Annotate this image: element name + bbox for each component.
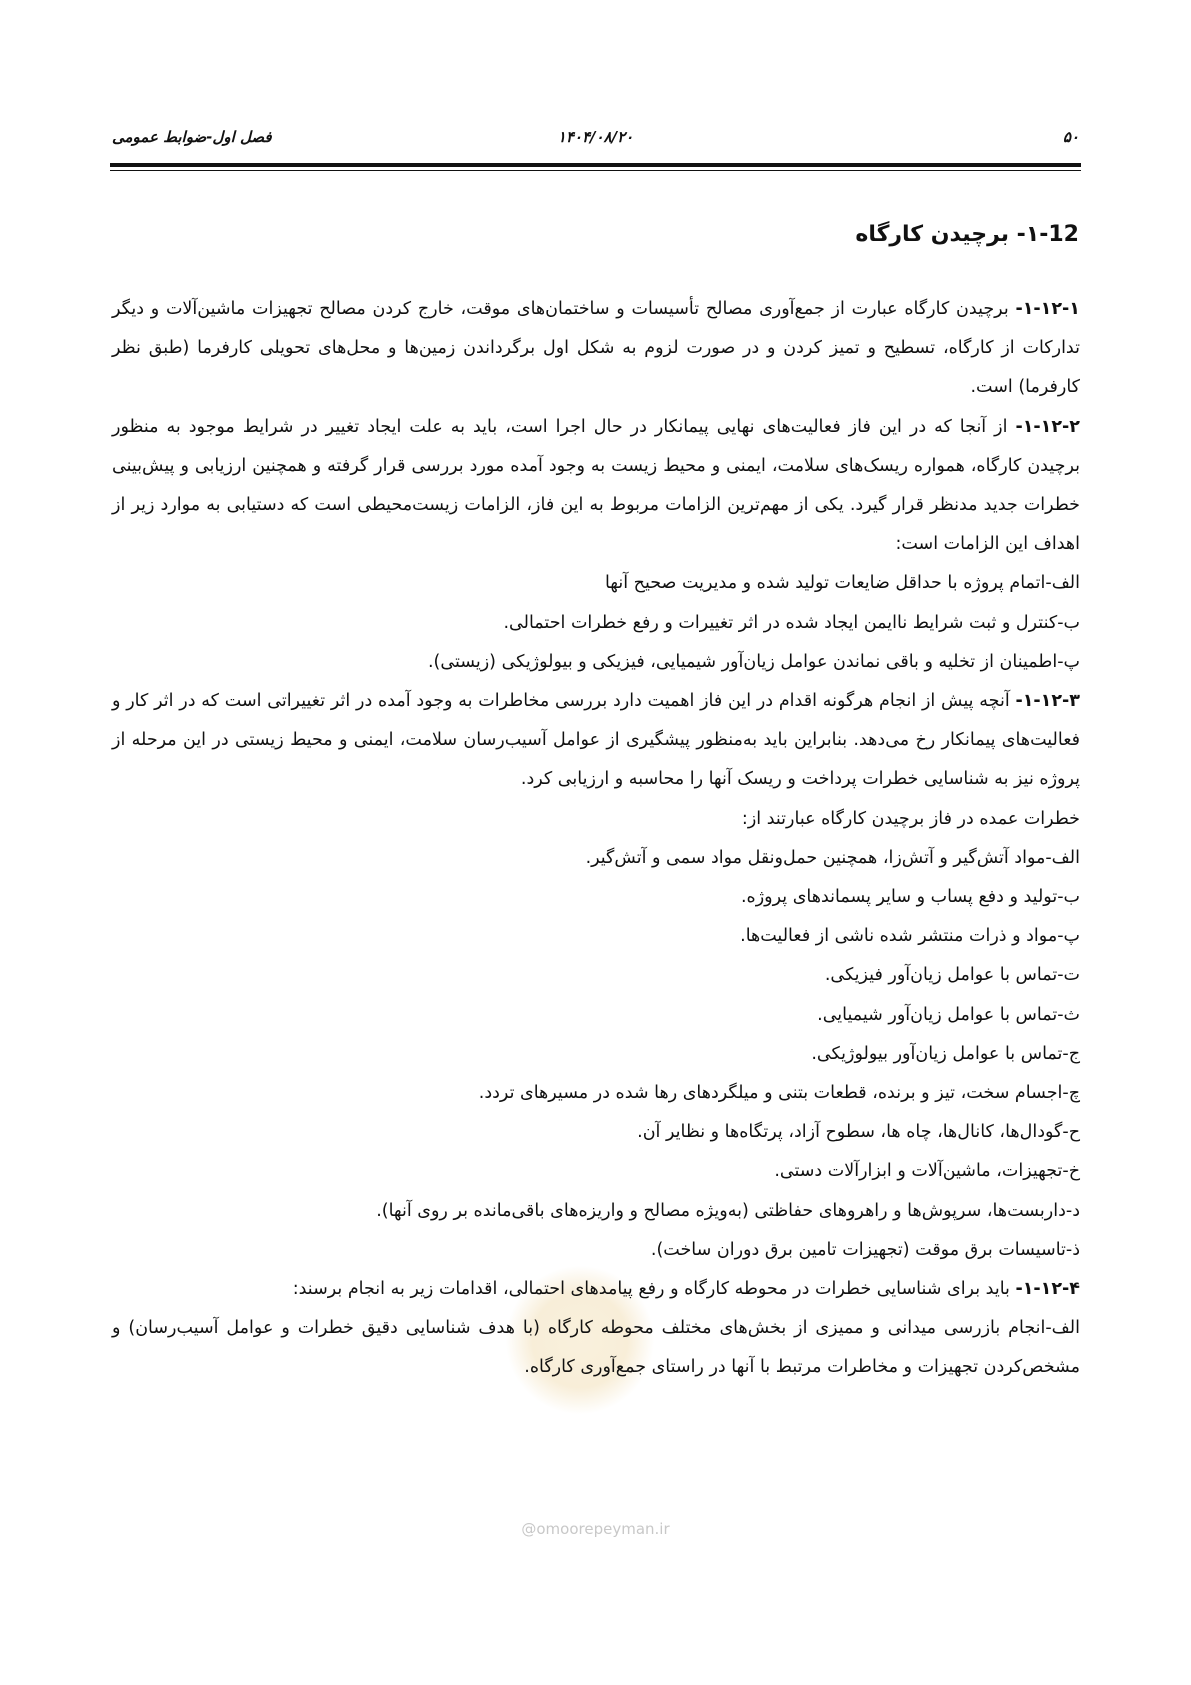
paragraph-3 bbox=[112, 682, 1080, 800]
header-rule-thick bbox=[110, 163, 1081, 167]
list-item: ب-کنترل و ثبت شرایط ناایمن ایجاد شده در اثر تغییرات و رفع خطرات احتمالی. bbox=[503, 612, 1080, 633]
list-item: ت-تماس با عوامل زیان‌آور فیزیکی. bbox=[824, 965, 1080, 986]
header-page-number: ۵۰ bbox=[1062, 128, 1079, 146]
list-item: الف-مواد آتش‌گیر و آتش‌زا، همچنین حمل‌ونقل مواد سمی و آتش‌گیر. bbox=[585, 847, 1080, 868]
paragraph-text: باید برای شناسایی خطرات در محوطه کارگاه و رفع پیامدهای احتمالی، اقدامات زیر به انجام برسند: bbox=[292, 1279, 1016, 1300]
list-item: ث-تماس با عوامل زیان‌آور شیمیایی. bbox=[817, 1004, 1080, 1025]
paragraph-2 bbox=[112, 408, 1080, 565]
header-rule-thin bbox=[110, 170, 1081, 171]
list-item: چ-اجسام سخت، تیز و برنده، قطعات بتنی و میلگردهای رها شده در مسیرهای تردد. bbox=[478, 1083, 1080, 1104]
paragraph-text: برچیدن کارگاه عبارت از جمع‌آوری مصالح تأسیسات و ساختمان‌های موقت، خارج کردن مصالح تجهیزات ماشین‌آلات و دیگر تدارکات از کارگاه، تسطیح و تمیز کردن و در صورت لزوم به شکل اول برگرداندن زمین‌ها و محل‌های تحویلی کارفرما (طبق نظر کارفرما) است. bbox=[112, 299, 1080, 398]
list-item: ذ-تاسیسات برق موقت (تجهیزات تامین برق دوران ساخت). bbox=[650, 1239, 1080, 1260]
list-item: ج-تماس با عوامل زیان‌آور بیولوژیکی. bbox=[811, 1043, 1080, 1064]
document-body bbox=[112, 290, 1080, 1388]
section-title: ۱-12- برچیدن کارگاه bbox=[855, 222, 1079, 247]
list-item: پ-اطمینان از تخلیه و باقی نماندن عوامل زیان‌آور شیمیایی، فیزیکی و بیولوژیکی (زیستی). bbox=[427, 651, 1080, 672]
watermark-text: @omoorepeyman.ir bbox=[521, 1520, 670, 1538]
paragraph-4 bbox=[112, 1270, 1080, 1309]
list-item: د-داربست‌ها، سرپوش‌ها و راهروهای حفاظتی (به‌ویژه مصالح و واریزه‌های باقی‌مانده بر روی آنها). bbox=[376, 1200, 1080, 1221]
paragraph-text: از آنجا که در این فاز فعالیت‌های نهایی پیمانکار در حال اجرا است، باید به علت ایجاد تغییر در شرایط موجود به منظور برچیدن کارگاه، همواره ریسک‌های سلامت، ایمنی و محیط زیست به وجود آمده مورد بررسی قرار گرفته و همچنین ارزیابی و پیش‌بینی خطرات جدید مدنظر قرار گیرد. یکی از مهم‌ترین الزامات مربوط به این فاز، الزامات زیست‌محیطی است که دستیابی به موارد زیر از اهداف این الزامات است: bbox=[112, 416, 1080, 555]
list-intro: خطرات عمده در فاز برچیدن کارگاه عبارتند از: bbox=[741, 808, 1080, 829]
list-item: خ-تجهیزات، ماشین‌آلات و ابزارآلات دستی. bbox=[774, 1161, 1080, 1182]
paragraph-text: آنچه پیش از انجام هرگونه اقدام در این فاز اهمیت دارد بررسی مخاطرات به وجود آمده در اثر تغییراتی است که در اثر کار و فعالیت‌های پیمانکار رخ می‌دهد. بنابراین باید به‌منظور پیشگیری از عوامل آسیب‌رسان سلامت، ایمنی و محیط زیستی در این مرحله از پروژه نیز به شناسایی خطرات پرداخت و ریسک آنها را محاسبه و ارزیابی کرد. bbox=[112, 691, 1080, 790]
paragraph-number: ۱-۱۲-۳- bbox=[1015, 691, 1080, 712]
paragraph-number: ۱-۱۲-۲- bbox=[1015, 416, 1080, 437]
list-item: پ-مواد و ذرات منتشر شده ناشی از فعالیت‌ها. bbox=[740, 926, 1080, 947]
paragraph-1 bbox=[112, 290, 1080, 408]
header-chapter: فصل اول-ضوابط عمومی bbox=[112, 128, 272, 146]
paragraph-number: ۱-۱۲-۱- bbox=[1015, 299, 1080, 319]
list-item: ح-گودال‌ها، کانال‌ها، چاه ها، سطوح آزاد، پرتگاه‌ها و نظایر آن. bbox=[637, 1122, 1080, 1143]
list-item: ب-تولید و دفع پساب و سایر پسماندهای پروژه. bbox=[740, 887, 1080, 908]
list-item: الف-انجام بازرسی میدانی و ممیزی از بخش‌های مختلف محوطه کارگاه (با هدف شناسایی دقیق خطرات و عوامل آسیب‌رسان) و مشخص‌کردن تجهیزات و مخاطرات مرتبط با آنها در راستای جمع‌آوری کارگاه. bbox=[112, 1318, 1080, 1378]
list-item: الف-اتمام پروژه با حداقل ضایعات تولید شده و مدیریت صحیح آنها bbox=[604, 573, 1080, 594]
header-date: ۱۴۰۴/۰۸/۲۰ bbox=[557, 128, 634, 146]
paragraph-number: ۱-۱۲-۴- bbox=[1015, 1279, 1080, 1300]
